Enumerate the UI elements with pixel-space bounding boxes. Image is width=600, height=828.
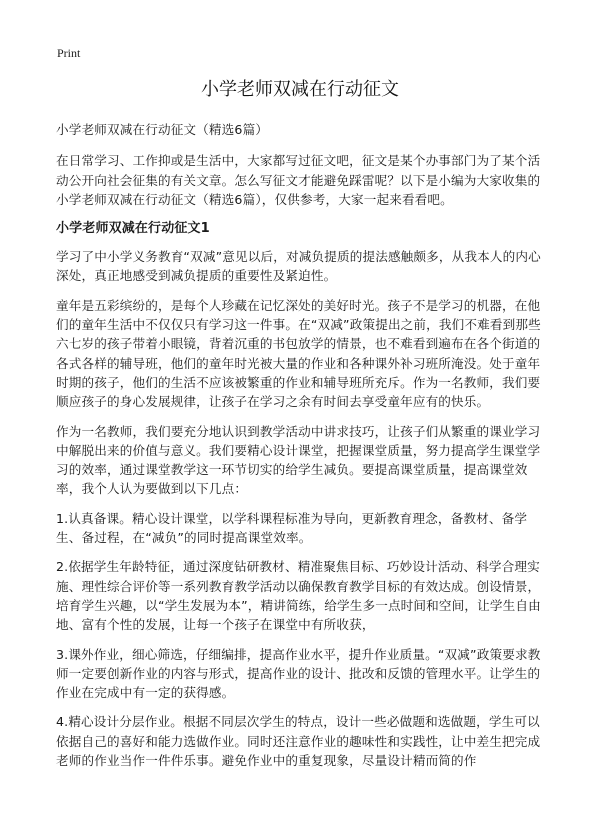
- body-paragraph: 童年是五彩缤纷的，是每个人珍藏在记忆深处的美好时光。孩子不是学习的机器，在他们的童年生活中不仅仅只有学习这一件事。在“双减”政策提出之前，我们不难看到那些六七岁的孩子带着小眼镜，背着沉重的书包放学的情景，也不难看到遍布在各个街道的各式各样的辅导班，他们的童年时光被大量的作业和各种课外补习班所淹没。处于童年时期的孩子，他们的生活不应该被繁重的作业和辅导班所充斥。作为一名教师，我们要顺应孩子的身心发展规律，让孩子在学习之余有时间去享受童年应有的快乐。: [56, 297, 541, 410]
- list-item-1: 1.认真备课。精心设计课堂，以学科课程标准为导向，更新教育理念，备教材、备学生、备过程，在“减负”的同时提高课堂效率。: [56, 510, 528, 546]
- list-item-3: 3.课外作业，细心筛选，仔细编排，提高作业水平，提升作业质量。“双减”政策要求教师一定要创新作业的内容与形式，提高作业的设计、批改和反馈的管理水平。让学生的作业在完成中有一定的获得感。: [56, 646, 541, 701]
- body-paragraph: 学习了中小学义务教育“双减”意见以后，对减负提质的提法感触颇多，从我本人的内心深处，真正地感受到减负提质的重要性及紧迫性。: [56, 249, 541, 284]
- print-link[interactable]: Print: [57, 46, 81, 60]
- article-body: [56, 120, 548, 780]
- article-title: 小学老师双减在行动征文: [201, 79, 399, 100]
- list-item-2: 2.依据学生年龄特征，通过深度钻研教材、精准聚焦目标、巧妙设计活动、科学合理实施、理性综合评价等一系列教育教学活动以确保教育教学目标的有效达成。创设情景，培育学生兴趣，以“学生发展为本”，精讲简练，给学生多一点时间和空间，让学生自由地、富有个性的发展，让每一个孩子在课堂中有所收获，: [56, 559, 541, 633]
- body-paragraph: 作为一名教师，我们要充分地认识到教学活动中讲求技巧，让孩子们从繁重的课业学习中解脱出来的价值与意义。我们要精心设计课堂，把握课堂质量，努力提高学生课堂学习的效率，通过课堂教学这一环节切实的给学生减负。要提高课堂质量，提高课堂效率，我个人认为要做到以下几点：: [56, 423, 541, 497]
- article-subtitle: 小学老师双减在行动征文（精选6篇）: [56, 122, 269, 137]
- intro-paragraph: 在日常学习、工作抑或是生活中，大家都写过征文吧，征文是某个办事部门为了某个活动公开向社会征集的有关文章。怎么写征文才能避免踩雷呢？以下是小编为大家收集的小学老师双减在行动征文（精选6篇），仅供参考，大家一起来看看吧。: [56, 153, 541, 207]
- list-item-4: 4.精心设计分层作业。根据不同层次学生的特点，设计一些必做题和选做题，学生可以依据自己的喜好和能力选做作业。同时还注意作业的趣味性和实践性，让中差生把完成老师的作业当作一件件乐事。避免作业中的重复现象，尽量设计精而简的作: [56, 714, 541, 769]
- section-heading: 小学老师双减在行动征文1: [56, 221, 210, 237]
